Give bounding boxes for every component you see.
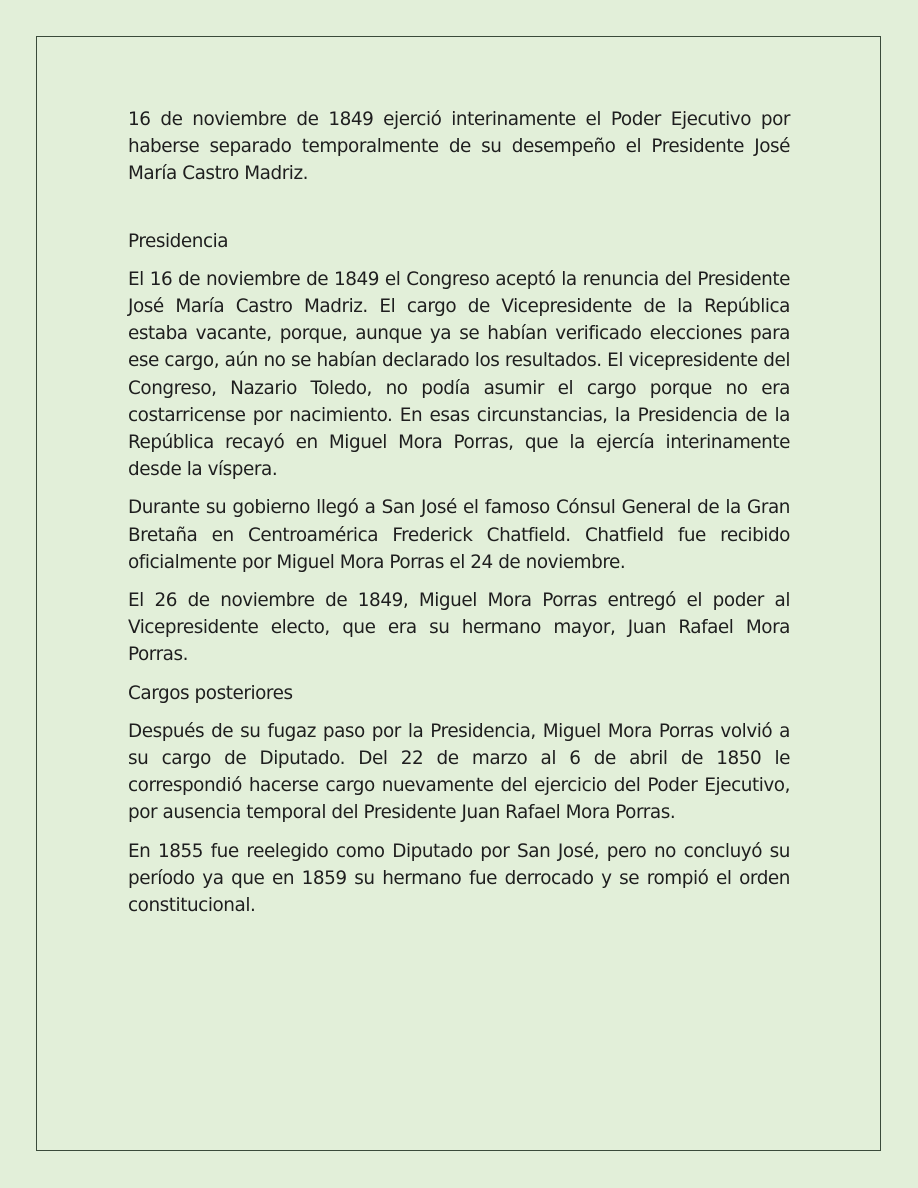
paragraph: En 1855 fue reelegido como Diputado por San José, pero no concluyó su período ya que en 1859 su hermano fue derrocado y se rompió el orden constitucional. (128, 840, 790, 917)
paragraph: El 26 de noviembre de 1849, Miguel Mora Porras entregó el poder al Vicepresidente electo, que era su hermano mayor, Juan Rafael Mora Porras. (128, 590, 790, 666)
paragraph: Durante su gobierno llegó a San José el famoso Cónsul General de la Gran Bretaña en Centroamérica Frederick Chatfield. Chatfield fue recibido oficialmente por Miguel Mora Porras el 24 de noviembre. (128, 497, 790, 573)
intro-paragraph: 16 de noviembre de 1849 ejerció interinamente el Poder Ejecutivo por haberse separado temporalmente de su desempeño el Presidente José María Castro Madriz. (128, 109, 790, 185)
section-cargos-posteriores (128, 680, 790, 920)
paragraph: Después de su fugaz paso por la Presidencia, Miguel Mora Porras volvió a su cargo de Diputado. Del 22 de marzo al 6 de abril de 1850 le correspondió hacerse cargo nuevamente del ejercicio del Poder Ejecutivo, por ausencia temporal del Presidente Juan Rafael Mora Porras. (128, 720, 790, 824)
document-body (128, 106, 790, 930)
section-heading-presidencia: Presidencia (128, 230, 229, 252)
section-presidencia (128, 228, 790, 669)
section-heading-cargos-posteriores: Cargos posteriores (128, 682, 293, 704)
paragraph: El 16 de noviembre de 1849 el Congreso aceptó la renuncia del Presidente José María Castro Madriz. El cargo de Vicepresidente de la República estaba vacante, porque, aunque ya se habían verificado elecciones para ese cargo, aún no se habían declarado los resultados. El vicepresidente del Congreso, Nazario Toledo, no podía asumir el cargo porque no era costarricense por nacimiento. En esas circunstancias, la Presidencia de la República recayó en Miguel Mora Porras, que la ejercía interinamente desde la víspera. (128, 268, 790, 481)
